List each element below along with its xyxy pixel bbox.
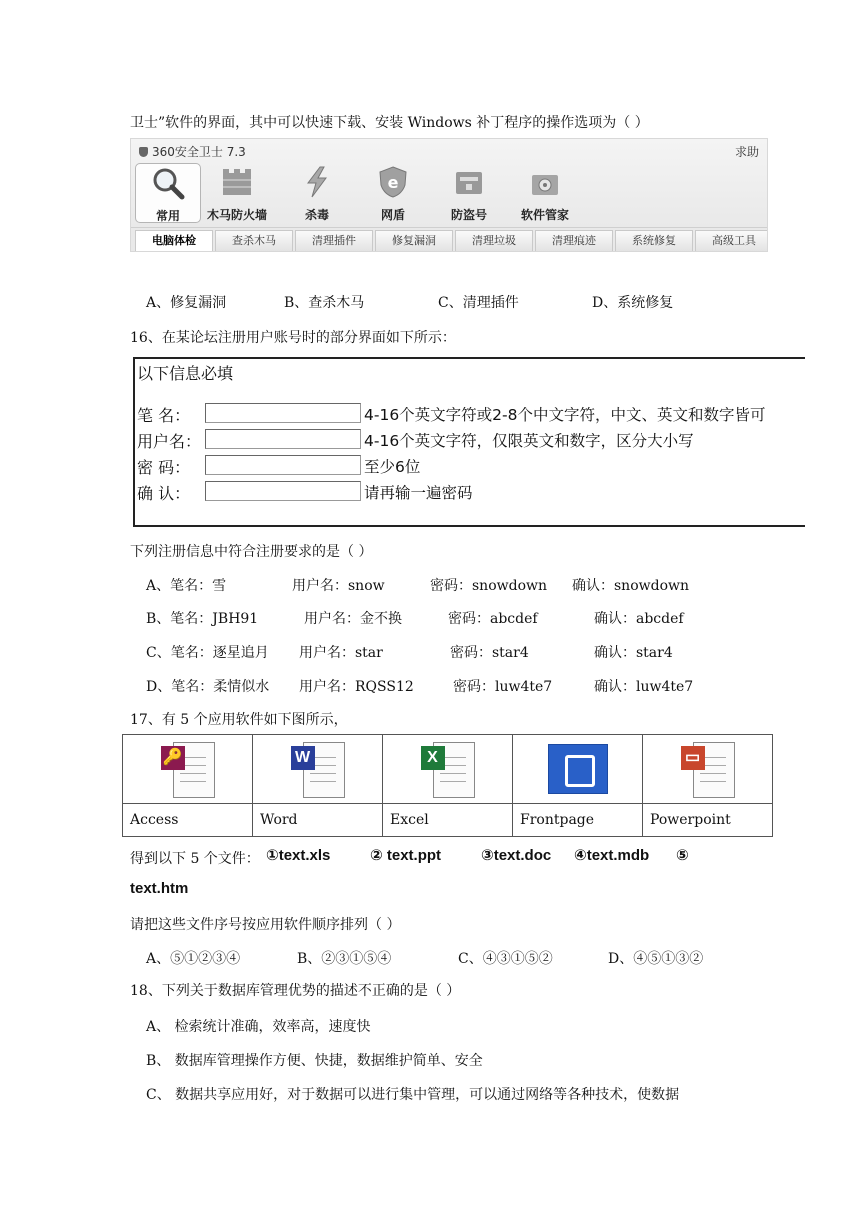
frontpage-cell <box>513 735 643 804</box>
lightning-icon <box>300 165 334 199</box>
q15-option-d: D、系统修复 <box>592 295 674 311</box>
tool-label: 软件管家 <box>520 208 569 222</box>
form-heading: 以下信息必填 <box>137 364 234 383</box>
file-ppt: ② text.ppt <box>370 847 442 864</box>
tab-system-repair[interactable]: 系统修复 <box>615 230 693 251</box>
tool-trojan-firewall[interactable] <box>205 163 269 221</box>
app-title: 360安全卫士 7.3 <box>139 143 246 160</box>
q16-option-d-username: 用户名：RQSS12 <box>299 679 414 695</box>
file-mdb: ④text.mdb <box>574 847 650 864</box>
q17-prompt: 请把这些文件序号按应用软件顺序排列（ ） <box>130 917 401 933</box>
software-name: Word <box>253 804 383 837</box>
field-hint: 请再输一遍密码 <box>364 484 473 502</box>
software-table <box>122 734 773 837</box>
tool-label: 木马防火墙 <box>206 208 267 222</box>
frontpage-icon <box>548 744 608 794</box>
tool-label: 防盗号 <box>450 208 487 222</box>
q16-option-b-confirm: 确认：abcdef <box>594 611 684 627</box>
software-name: Excel <box>383 804 513 837</box>
q16-option-b-penname: B、笔名：JBH91 <box>146 611 259 627</box>
file-doc: ③text.doc <box>481 847 552 864</box>
svg-text:e: e <box>387 173 399 192</box>
q18-option-a: A、 检索统计准确，效率高，速度快 <box>146 1019 371 1035</box>
security-guard-screenshot <box>130 138 768 252</box>
q17-option-a: A、⑤①②③④ <box>146 951 241 967</box>
word-icon: W <box>289 740 347 798</box>
field-hint: 4-16个英文字符或2-8个中文字符，中文、英文和数字皆可 <box>364 406 766 424</box>
q15-option-c: C、清理插件 <box>438 295 519 311</box>
field-label: 确 认： <box>137 484 191 503</box>
q16-option-b-password: 密码：abcdef <box>448 611 538 627</box>
tool-web-shield[interactable] <box>361 163 425 221</box>
safe-box-icon <box>452 165 486 199</box>
field-label: 笔 名： <box>137 406 191 425</box>
penname-input[interactable] <box>205 403 361 423</box>
q16-option-a-username: 用户名：snow <box>292 578 385 594</box>
q18-stem: 18、下列关于数据库管理优势的描述不正确的是（ ） <box>130 983 461 999</box>
q16-option-a-password: 密码：snowdown <box>430 578 548 594</box>
powerpoint-icon: ▭ <box>679 740 737 798</box>
help-link[interactable]: 求助 <box>734 145 759 159</box>
software-box-icon <box>528 165 562 199</box>
excel-cell <box>383 735 513 804</box>
q15-option-a: A、修复漏洞 <box>146 295 227 311</box>
magnifier-icon <box>151 166 185 200</box>
q17-option-c: C、④③①⑤② <box>458 951 553 967</box>
q16-stem: 16、在某论坛注册用户账号时的部分界面如下所示： <box>130 330 456 346</box>
q17-stem: 17、有 5 个应用软件如下图所示， <box>130 712 348 728</box>
tool-anti-theft[interactable] <box>437 163 501 221</box>
tool-antivirus[interactable] <box>285 163 349 221</box>
tab-pc-checkup[interactable]: 电脑体检 <box>135 230 213 251</box>
file-htm-number: ⑤ <box>676 847 689 864</box>
q16-option-c-confirm: 确认：star4 <box>594 645 673 661</box>
q18-option-b: B、 数据库管理操作方便、快捷，数据维护简单、安全 <box>146 1053 483 1069</box>
powerpoint-cell <box>643 735 773 804</box>
file-xls: ①text.xls <box>266 847 331 864</box>
shield-logo-icon <box>139 147 148 157</box>
q16-option-d-confirm: 确认：luw4te7 <box>594 679 694 695</box>
q16-option-c-username: 用户名：star <box>299 645 383 661</box>
field-hint: 至少6位 <box>364 458 421 476</box>
tool-label: 常用 <box>155 209 180 223</box>
password-input[interactable] <box>205 455 361 475</box>
access-cell <box>123 735 253 804</box>
confirm-input[interactable] <box>205 481 361 501</box>
tab-scan-trojan[interactable]: 查杀木马 <box>215 230 293 251</box>
tab-bar <box>131 227 767 252</box>
tab-clean-traces[interactable]: 清理痕迹 <box>535 230 613 251</box>
tab-clean-junk[interactable]: 清理垃圾 <box>455 230 533 251</box>
excel-icon: X <box>419 740 477 798</box>
q18-option-c: C、 数据共享应用好，对于数据可以进行集中管理，可以通过网络等各种技术，使数据 <box>146 1087 680 1103</box>
q16-option-b-username: 用户名：金不换 <box>304 611 402 627</box>
software-name: Frontpage <box>513 804 643 837</box>
q15-intro: 卫士”软件的界面，其中可以快速下载、安装 Windows 补丁程序的操作选项为（ ） <box>130 115 649 131</box>
q16-prompt: 下列注册信息中符合注册要求的是（ ） <box>130 544 373 560</box>
software-name: Powerpoint <box>643 804 773 837</box>
q15-option-b: B、查杀木马 <box>284 295 365 311</box>
q17-files-prefix: 得到以下 5 个文件： <box>130 851 260 867</box>
word-cell <box>253 735 383 804</box>
q16-option-a-penname: A、笔名：雪 <box>146 578 227 594</box>
tool-software-manager[interactable] <box>513 163 577 221</box>
tab-fix-vulnerabilities[interactable]: 修复漏洞 <box>375 230 453 251</box>
shield-e-icon <box>376 165 410 199</box>
tab-clean-plugins[interactable]: 清理插件 <box>295 230 373 251</box>
tool-common[interactable] <box>135 163 201 223</box>
username-input[interactable] <box>205 429 361 449</box>
q16-option-d-password: 密码：luw4te7 <box>453 679 553 695</box>
q16-option-c-penname: C、笔名：逐星追月 <box>146 645 269 661</box>
firewall-icon <box>220 165 254 199</box>
q17-option-d: D、④⑤①③② <box>608 951 704 967</box>
tool-label: 网盾 <box>380 208 405 222</box>
field-label: 用户名： <box>137 432 202 451</box>
file-htm: text.htm <box>130 880 189 897</box>
q16-option-c-password: 密码：star4 <box>450 645 529 661</box>
tab-advanced-tools[interactable]: 高级工具 <box>695 230 768 251</box>
access-icon: 🔑 <box>159 740 217 798</box>
q16-option-a-confirm: 确认：snowdown <box>572 578 690 594</box>
field-label: 密 码： <box>137 458 191 477</box>
software-name: Access <box>123 804 253 837</box>
q16-option-d-penname: D、笔名：柔情似水 <box>146 679 270 695</box>
tool-label: 杀毒 <box>304 208 329 222</box>
field-hint: 4-16个英文字符，仅限英文和数字，区分大小写 <box>364 432 694 450</box>
registration-form-screenshot <box>133 357 805 527</box>
q17-option-b: B、②③①⑤④ <box>297 951 392 967</box>
